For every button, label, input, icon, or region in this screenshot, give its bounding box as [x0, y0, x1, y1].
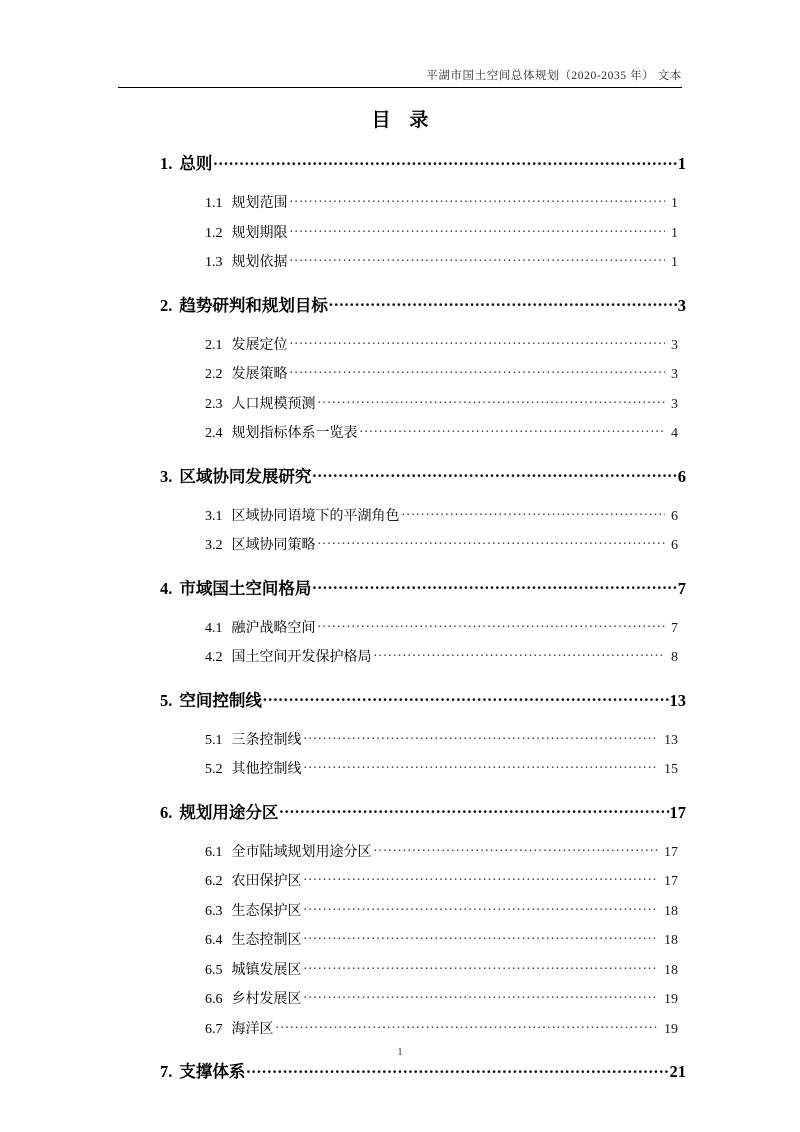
toc-entry-6-7[interactable] — [118, 1015, 686, 1045]
toc-entry-page-number: 17 — [664, 844, 678, 860]
toc-entry-label: 空间控制线 — [179, 690, 262, 710]
toc-entry-label: 三条控制线 — [231, 732, 302, 748]
toc-dot-leader — [276, 1019, 659, 1033]
toc-entry-1-2[interactable] — [118, 219, 686, 249]
toc-entry-number: 4.2 — [205, 650, 223, 665]
toc-dot-leader — [312, 577, 677, 594]
toc-entry-page-number: 18 — [664, 962, 678, 978]
toc-entry-page-number: 3 — [671, 337, 678, 353]
toc-entry-number: 2.3 — [205, 396, 223, 412]
toc-entry-label: 其他控制线 — [231, 762, 302, 777]
toc-entry-label: 区域协同策略 — [231, 538, 316, 553]
toc-entry-number: 5.2 — [205, 762, 223, 777]
toc-entry-label: 生态保护区 — [231, 903, 302, 919]
toc-entry-7[interactable] — [118, 1053, 686, 1091]
toc-entry-label: 趋势研判和规划目标 — [179, 295, 328, 315]
toc-dot-leader — [402, 506, 666, 520]
toc-entry-2-4[interactable] — [118, 419, 686, 449]
toc-entry-number: 7. — [160, 1062, 173, 1081]
toc-entry-label: 农田保护区 — [231, 874, 302, 889]
toc-entry-page-number: 6 — [677, 466, 686, 486]
toc-entry-page-number: 1 — [671, 196, 678, 211]
toc-entry-1-1[interactable] — [118, 189, 686, 219]
toc-entry-page-number: 19 — [664, 1021, 678, 1037]
toc-entry-page-number: 17 — [664, 874, 678, 889]
toc-entry-page-number: 7 — [671, 620, 678, 636]
toc-dot-leader — [318, 618, 666, 632]
toc-entry-4[interactable] — [118, 570, 686, 608]
toc-entry-5-1[interactable] — [118, 726, 686, 756]
toc-entry-6[interactable] — [118, 794, 686, 832]
toc-entry-number: 3. — [160, 466, 173, 486]
toc-entry-label: 规划依据 — [231, 255, 288, 270]
toc-entry-number: 3.2 — [205, 538, 223, 553]
toc-entry-page-number: 17 — [669, 802, 686, 822]
toc-entry-label: 规划指标体系一览表 — [231, 426, 358, 441]
toc-entry-number: 1.2 — [205, 225, 223, 241]
toc-group-spacer — [118, 561, 686, 570]
toc-entry-label: 规划用途分区 — [179, 802, 279, 822]
toc-entry-page-number: 1 — [677, 154, 686, 173]
running-header — [118, 60, 682, 88]
toc-dot-leader — [290, 252, 666, 266]
toc-entry-label: 发展策略 — [231, 367, 288, 382]
toc-entry-number: 2. — [160, 295, 173, 315]
toc-entry-label: 支撑体系 — [179, 1062, 246, 1081]
toc-entry-6-3[interactable] — [118, 897, 686, 927]
toc-entry-1-3[interactable] — [118, 248, 686, 278]
toc-entry-3[interactable] — [118, 458, 686, 496]
toc-entry-6-1[interactable] — [118, 838, 686, 868]
toc-entry-number: 2.2 — [205, 367, 223, 382]
toc-entry-page-number: 15 — [664, 762, 678, 777]
running-header-title: 平湖市国土空间总体规划（2020-2035 年） 文本 — [426, 70, 682, 82]
toc-entry-page-number: 18 — [664, 933, 678, 948]
toc-entry-label: 总则 — [179, 154, 213, 173]
toc-entry-label: 规划范围 — [231, 196, 288, 211]
toc-entry-page-number: 1 — [671, 225, 678, 241]
toc-entry-label: 规划期限 — [231, 225, 288, 241]
toc-dot-leader — [318, 394, 666, 408]
toc-group-spacer — [118, 785, 686, 794]
toc-entry-6-2[interactable] — [118, 867, 686, 897]
toc-dot-leader — [329, 294, 678, 311]
toc-entry-label: 城镇发展区 — [231, 962, 302, 978]
toc-entry-2[interactable] — [118, 287, 686, 325]
toc-dot-leader — [374, 842, 659, 856]
toc-entry-label: 市域国土空间格局 — [179, 578, 312, 598]
toc-entry-5-2[interactable] — [118, 755, 686, 785]
toc-entry-page-number: 7 — [677, 578, 686, 598]
toc-dot-leader — [304, 871, 659, 885]
toc-entry-number: 4.1 — [205, 620, 223, 636]
toc-dot-leader — [304, 960, 659, 974]
toc-entry-6-5[interactable] — [118, 956, 686, 986]
toc-dot-leader — [290, 193, 666, 207]
toc-entry-page-number: 1 — [671, 255, 678, 270]
toc-entry-6-4[interactable] — [118, 926, 686, 956]
toc-entry-label: 全市陆域规划用途分区 — [231, 844, 372, 860]
toc-dot-leader — [263, 689, 670, 706]
toc-entry-page-number: 13 — [664, 732, 678, 748]
toc-entry-number: 6. — [160, 802, 173, 822]
toc-dot-leader — [318, 535, 666, 549]
toc-entry-page-number: 19 — [664, 992, 678, 1007]
toc-entry-label: 发展定位 — [231, 337, 288, 353]
toc-entry-number: 4. — [160, 578, 173, 598]
toc-dot-leader — [246, 1061, 669, 1078]
toc-entry-label: 区域协同语境下的平湖角色 — [231, 508, 400, 524]
toc-dot-leader — [304, 730, 659, 744]
toc-entry-number: 2.1 — [205, 337, 223, 353]
toc-entry-page-number: 21 — [669, 1062, 686, 1081]
toc-entry-number: 6.3 — [205, 903, 223, 919]
toc-entry-number: 1. — [160, 154, 173, 173]
toc-entry-2-3[interactable] — [118, 390, 686, 420]
toc-entry-label: 乡村发展区 — [231, 992, 302, 1007]
toc-entry-4-1[interactable] — [118, 614, 686, 644]
toc-group-spacer — [118, 449, 686, 458]
toc-dot-leader — [312, 465, 677, 482]
toc-entry-number: 1.3 — [205, 255, 223, 270]
toc-entry-number: 5.1 — [205, 732, 223, 748]
toc-entry-label: 海洋区 — [231, 1021, 274, 1037]
toc-entry-2-2[interactable] — [118, 360, 686, 390]
toc-entry-number: 6.4 — [205, 933, 223, 948]
toc-dot-leader — [213, 153, 677, 170]
toc-entry-6-6[interactable] — [118, 985, 686, 1015]
toc-entry-number: 6.6 — [205, 992, 223, 1007]
toc-entry-page-number: 13 — [669, 690, 686, 710]
toc-entry-page-number: 18 — [664, 903, 678, 919]
toc-entry-number: 6.5 — [205, 962, 223, 978]
toc-entry-4-2[interactable] — [118, 643, 686, 673]
toc-dot-leader — [279, 801, 669, 818]
toc-entry-3-2[interactable] — [118, 531, 686, 561]
toc-entry-number: 6.2 — [205, 874, 223, 889]
toc-entry-number: 6.1 — [205, 844, 223, 860]
toc-entry-number: 3.1 — [205, 508, 223, 524]
toc-entry-page-number: 3 — [677, 295, 686, 315]
toc-entry-page-number: 6 — [671, 538, 678, 553]
toc-dot-leader — [290, 223, 666, 237]
toc-dot-leader — [304, 989, 659, 1003]
toc-dot-leader — [304, 930, 659, 944]
toc-entry-number: 5. — [160, 690, 173, 710]
toc-entry-2-1[interactable] — [118, 331, 686, 361]
toc-dot-leader — [374, 647, 666, 661]
toc-entry-label: 人口规模预测 — [231, 396, 316, 412]
toc-entry-page-number: 6 — [671, 508, 678, 524]
footer-page-number: 1 — [397, 1046, 403, 1058]
toc-entry-page-number: 3 — [671, 396, 678, 412]
toc-dot-leader — [290, 364, 666, 378]
toc-entry-page-number: 8 — [671, 650, 678, 665]
toc-entry-label: 生态控制区 — [231, 933, 302, 948]
toc-dot-leader — [304, 759, 659, 773]
toc-entry-3-1[interactable] — [118, 502, 686, 532]
toc-entry-number: 1.1 — [205, 196, 223, 211]
toc-entry-1[interactable] — [118, 145, 686, 183]
toc-entry-label: 融沪战略空间 — [231, 620, 316, 636]
table-of-contents — [118, 145, 686, 1091]
toc-entry-page-number: 4 — [671, 426, 678, 441]
toc-group-spacer — [118, 278, 686, 287]
toc-entry-page-number: 3 — [671, 367, 678, 382]
toc-dot-leader — [290, 335, 666, 349]
toc-entry-label: 国土空间开发保护格局 — [231, 650, 372, 665]
toc-entry-label: 区域协同发展研究 — [179, 466, 312, 486]
toc-entry-number: 6.7 — [205, 1021, 223, 1037]
page-title: 目 录 — [371, 110, 436, 131]
toc-entry-number: 2.4 — [205, 426, 223, 441]
toc-entry-5[interactable] — [118, 682, 686, 720]
toc-dot-leader — [304, 901, 659, 915]
toc-dot-leader — [360, 423, 666, 437]
toc-group-spacer — [118, 673, 686, 682]
